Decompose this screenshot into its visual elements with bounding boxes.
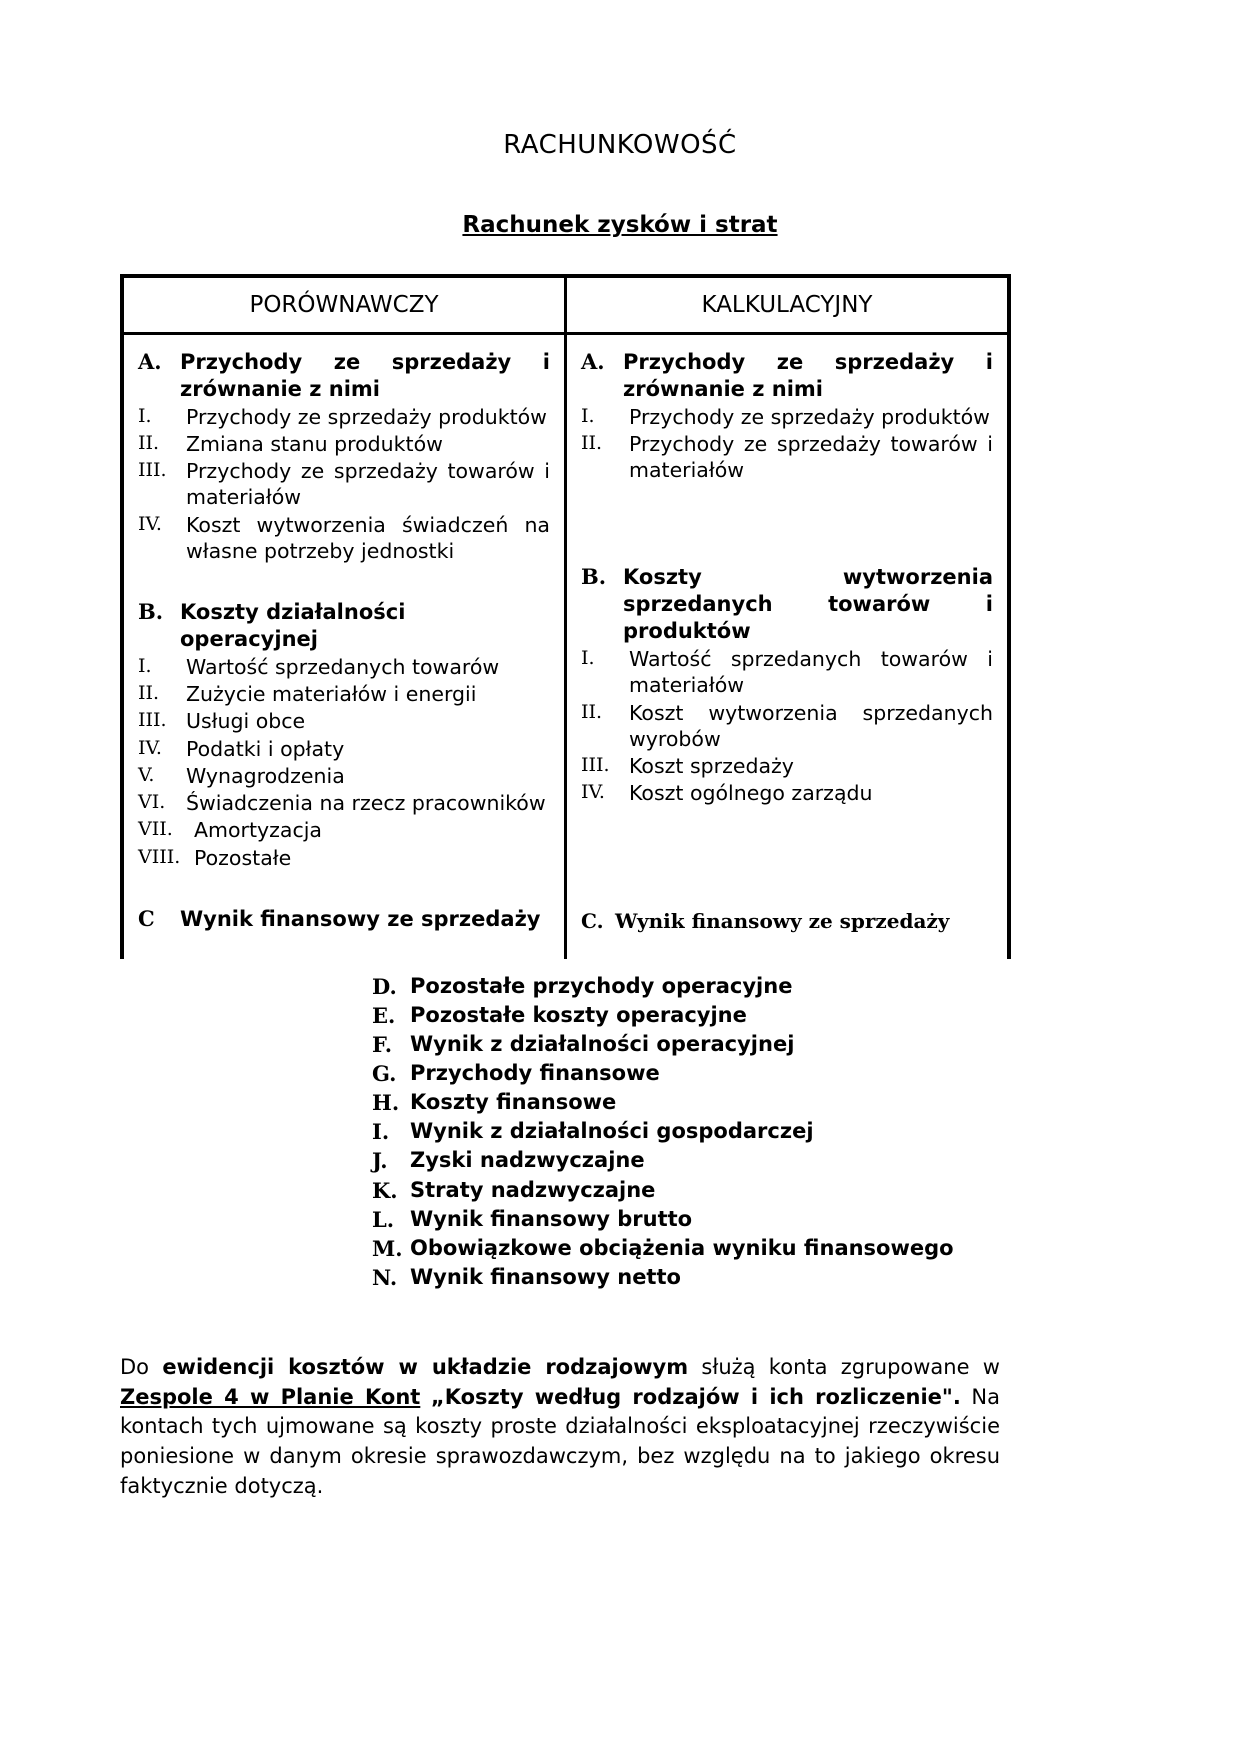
list-item bbox=[372, 973, 1240, 1000]
item-text: Wynik finansowy brutto bbox=[410, 1206, 693, 1231]
item-text: Wynik finansowy ze sprzedaży bbox=[180, 906, 541, 931]
paragraph-segment-plain: służą konta zgrupowane w bbox=[688, 1354, 1000, 1379]
column-header-kalkulacyjny: KALKULACYJNY bbox=[566, 276, 1010, 334]
item-text: Przychody ze sprzedaży produktów bbox=[186, 404, 547, 429]
item-marker: V. bbox=[138, 763, 155, 786]
item-text: Zyski nadzwyczajne bbox=[410, 1148, 645, 1173]
item-text: Przychody ze sprzedaży i zrównanie z nimi bbox=[623, 350, 993, 401]
list-item bbox=[138, 817, 550, 843]
item-text: Wartość sprzedanych towarów i materiałów bbox=[629, 647, 993, 698]
list-item bbox=[138, 790, 550, 816]
list-item bbox=[138, 736, 550, 762]
item-text: Koszty wytworzenia sprzedanych towarów i produktów bbox=[623, 565, 993, 644]
paragraph-segment-tail: Na kontach tych ujmowane są koszty proste działalności eksploatacyjnej rzeczywiście poniesione w danym okresie sprawozdawczym, bez względu na to jakiego okresu faktycznie dotyczą. bbox=[120, 1384, 1000, 1499]
list-item bbox=[581, 564, 993, 645]
item-text: Pozostałe koszty operacyjne bbox=[410, 1003, 747, 1028]
item-text: Koszt wytworzenia świadczeń na własne potrzeby jednostki bbox=[186, 512, 550, 563]
item-marker: M. bbox=[372, 1235, 403, 1261]
item-marker: I. bbox=[372, 1119, 390, 1145]
item-text: Wynik z działalności operacyjnej bbox=[410, 1032, 795, 1057]
page-title: RACHUNKOWOŚĆ bbox=[503, 130, 737, 160]
list-item bbox=[372, 1089, 1240, 1116]
paragraph-segment-bold-quote: „Koszty według rodzajów i ich rozliczenie". bbox=[430, 1384, 961, 1409]
list-item bbox=[138, 349, 550, 403]
item-marker: III. bbox=[138, 459, 167, 482]
closing-paragraph bbox=[120, 1353, 1000, 1502]
paragraph-segment-plain: Do bbox=[120, 1354, 163, 1379]
item-marker: VI. bbox=[138, 791, 166, 814]
item-marker: D. bbox=[372, 974, 397, 999]
list-item bbox=[372, 1060, 1240, 1087]
item-marker: H. bbox=[372, 1090, 400, 1116]
paragraph-segment-space bbox=[420, 1385, 431, 1409]
list-item bbox=[581, 909, 993, 935]
item-text: Amortyzacja bbox=[194, 818, 322, 843]
list-item bbox=[372, 1031, 1240, 1058]
item-marker: IV. bbox=[138, 512, 162, 535]
item-marker: A. bbox=[138, 349, 162, 374]
item-marker: G. bbox=[372, 1061, 397, 1087]
item-marker: I. bbox=[581, 647, 595, 670]
item-marker: I. bbox=[581, 404, 595, 427]
item-marker: L. bbox=[372, 1206, 395, 1232]
list-item bbox=[581, 646, 993, 698]
list-item bbox=[138, 599, 550, 653]
section-spacer bbox=[581, 887, 993, 909]
item-marker: B. bbox=[138, 599, 164, 625]
list-item bbox=[372, 1235, 1240, 1262]
list-item bbox=[138, 845, 550, 871]
list-item bbox=[138, 708, 550, 734]
item-text: Przychody ze sprzedaży towarów i materiałów bbox=[629, 431, 993, 483]
item-text: Wartość sprzedanych towarów bbox=[186, 654, 500, 679]
item-text: Straty nadzwyczajne bbox=[410, 1177, 656, 1202]
item-marker: J. bbox=[372, 1148, 388, 1174]
list-item bbox=[372, 1177, 1240, 1204]
list-item bbox=[138, 512, 550, 564]
item-marker: B. bbox=[581, 564, 607, 590]
item-marker: IV. bbox=[581, 781, 605, 804]
list-item bbox=[372, 1206, 1240, 1233]
item-marker: VIII. bbox=[138, 845, 181, 868]
list-item bbox=[581, 753, 993, 779]
item-text: Przychody ze sprzedaży produktów bbox=[629, 404, 990, 429]
item-text: Przychody finansowe bbox=[410, 1061, 660, 1086]
item-text: Zużycie materiałów i energii bbox=[186, 682, 477, 707]
item-text: Pozostałe przychody operacyjne bbox=[410, 974, 793, 998]
item-text: Zmiana stanu produktów bbox=[186, 431, 443, 456]
item-marker: I. bbox=[138, 654, 152, 677]
item-marker: II. bbox=[138, 682, 160, 705]
list-item bbox=[138, 906, 550, 933]
item-marker: F. bbox=[372, 1032, 393, 1058]
paragraph-segment-bold-underline: Zespole 4 w Planie Kont bbox=[120, 1384, 421, 1409]
item-text: Koszty finansowe bbox=[410, 1090, 617, 1115]
table-header-row bbox=[122, 276, 1009, 334]
item-marker: II. bbox=[138, 431, 160, 454]
list-item bbox=[138, 404, 550, 430]
item-text: Koszt sprzedaży bbox=[629, 754, 794, 779]
item-marker: A. bbox=[581, 349, 605, 374]
list-item bbox=[581, 700, 993, 752]
item-text: Koszt wytworzenia sprzedanych wyrobów bbox=[629, 700, 993, 751]
item-marker: II. bbox=[581, 700, 603, 723]
item-text: Przychody ze sprzedaży towarów i materiałów bbox=[186, 459, 550, 510]
section-spacer bbox=[138, 565, 550, 599]
item-text: Przychody ze sprzedaży i zrównanie z nimi bbox=[180, 350, 550, 401]
shared-items-list bbox=[0, 973, 1240, 1291]
table-body-row bbox=[122, 334, 1009, 960]
column-header-porownawczy: PORÓWNAWCZY bbox=[122, 276, 566, 334]
item-marker: VII. bbox=[138, 818, 173, 841]
list-item bbox=[138, 458, 550, 510]
item-marker: C bbox=[138, 905, 155, 931]
item-marker: N. bbox=[372, 1264, 398, 1290]
profit-loss-comparison-table bbox=[120, 274, 1011, 959]
item-marker: I. bbox=[138, 404, 152, 427]
list-item bbox=[581, 404, 993, 430]
item-text: Obowiązkowe obciążenia wyniku finansowego bbox=[410, 1235, 954, 1260]
item-text: Koszt ogólnego zarządu bbox=[629, 781, 873, 806]
section-spacer bbox=[581, 484, 993, 564]
list-item bbox=[138, 654, 550, 680]
column-body-kalkulacyjny bbox=[566, 334, 1010, 960]
item-text: Wynik z działalności gospodarczej bbox=[410, 1119, 814, 1144]
item-text: Podatki i opłaty bbox=[186, 736, 345, 761]
item-text: Świadczenia na rzecz pracowników bbox=[186, 791, 546, 816]
list-item bbox=[372, 1147, 1240, 1174]
item-text: Koszty działalności operacyjnej bbox=[180, 600, 406, 652]
item-text: Wynik finansowy ze sprzedaży bbox=[615, 909, 950, 934]
item-marker: E. bbox=[372, 1003, 396, 1029]
item-text: Pozostałe bbox=[194, 845, 292, 870]
item-marker: III. bbox=[581, 754, 610, 777]
item-marker: K. bbox=[372, 1177, 398, 1203]
list-item bbox=[138, 681, 550, 707]
item-marker: C. bbox=[581, 909, 604, 934]
list-item bbox=[138, 763, 550, 789]
page-subtitle: Rachunek zysków i strat bbox=[462, 212, 778, 238]
list-item bbox=[581, 431, 993, 483]
section-spacer bbox=[581, 807, 993, 887]
item-marker: II. bbox=[581, 431, 603, 454]
item-text: Wynagrodzenia bbox=[186, 763, 345, 788]
list-item bbox=[581, 349, 993, 403]
item-text: Wynik finansowy netto bbox=[410, 1264, 681, 1289]
list-item bbox=[581, 780, 993, 806]
list-item bbox=[372, 1264, 1240, 1291]
list-item bbox=[372, 1002, 1240, 1029]
column-body-porownawczy bbox=[122, 334, 566, 960]
item-marker: III. bbox=[138, 709, 167, 732]
list-item bbox=[372, 1118, 1240, 1145]
list-item bbox=[138, 431, 550, 457]
item-marker: IV. bbox=[138, 736, 162, 759]
paragraph-segment-bold: ewidencji kosztów w układzie rodzajowym bbox=[162, 1354, 689, 1379]
item-text: Usługi obce bbox=[186, 709, 306, 734]
section-spacer bbox=[138, 872, 550, 906]
